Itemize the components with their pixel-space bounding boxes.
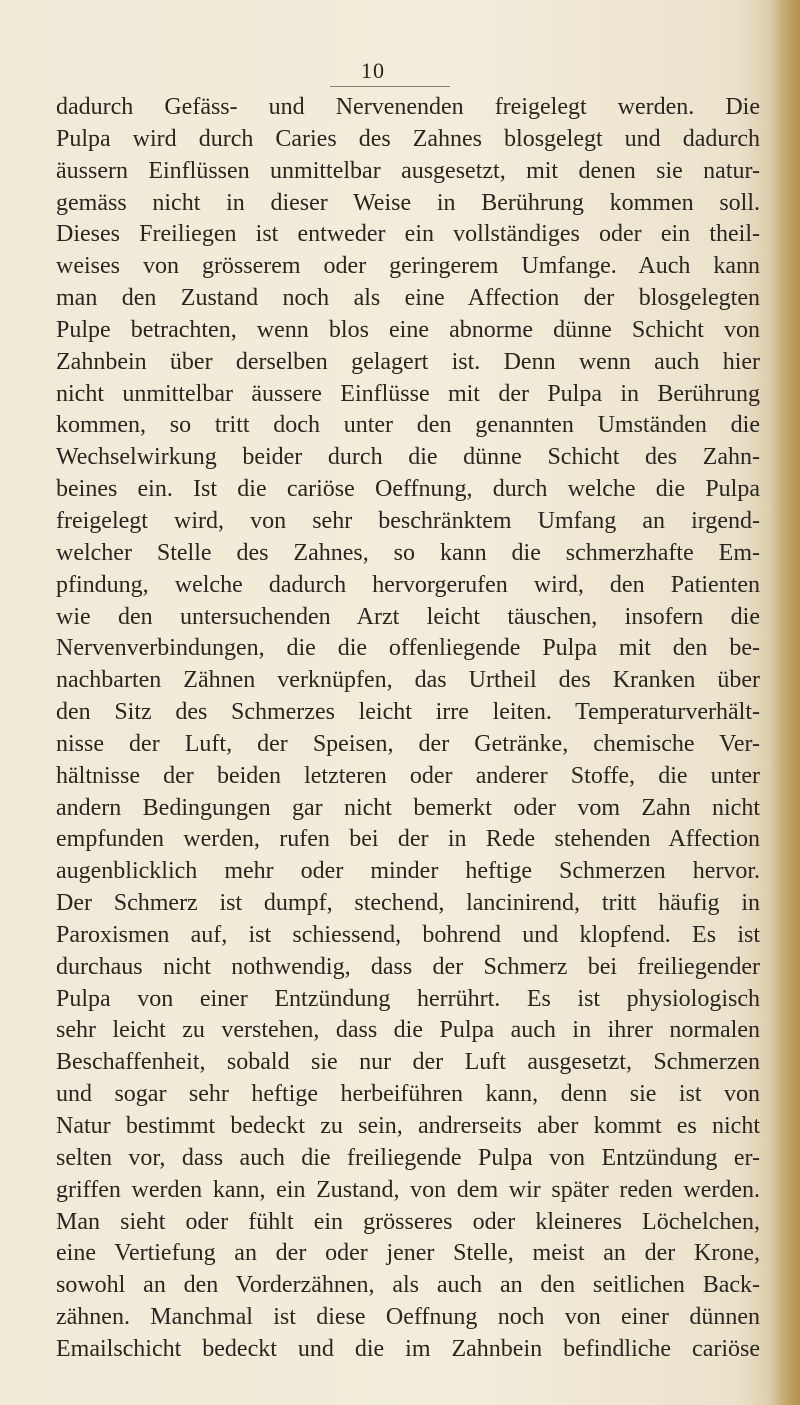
body-text — [56, 92, 760, 1366]
text-line: Zahnbein über derselben gelagert ist. Denn wenn auch hier — [56, 348, 760, 375]
text-line: den Sitz des Schmerzes leicht irre leiten. Temperaturverhält- — [56, 699, 760, 726]
text-line: Pulpe betrachten, wenn blos eine abnorme dünne Schicht von — [56, 316, 760, 343]
text-line: pfindung, welche dadurch hervorgerufen wird, den Patienten — [56, 571, 760, 598]
text-line: nicht unmittelbar äussere Einflüsse mit der Pulpa in Berührung — [56, 380, 760, 407]
text-line: weises von grösserem oder geringerem Umfange. Auch kann — [56, 253, 760, 280]
text-line: Natur bestimmt bedeckt zu sein, andrerseits aber kommt es nicht — [56, 1113, 760, 1139]
text-line: äussern Einflüssen unmittelbar ausgesetzt, mit denen sie natur- — [56, 157, 760, 184]
text-line: Paroxismen auf, ist schiessend, bohrend und klopfend. Es ist — [56, 921, 760, 948]
text-line: zähnen. Manchmal ist diese Oeffnung noch von einer dünnen — [56, 1304, 760, 1331]
text-line: andern Bedingungen gar nicht bemerkt oder vom Zahn nicht — [56, 794, 760, 821]
text-line: Emailschicht bedeckt und die im Zahnbein befindliche cariöse — [56, 1335, 760, 1362]
text-line: nisse der Luft, der Speisen, der Getränke, chemische Ver- — [56, 730, 760, 757]
text-line: nachbarten Zähnen verknüpfen, das Urtheil des Kranken über — [56, 667, 760, 694]
text-line: freigelegt wird, von sehr beschränktem Umfang an irgend- — [56, 507, 760, 534]
text-line: augenblicklich mehr oder minder heftige Schmerzen hervor. — [56, 858, 760, 885]
text-line: dadurch Gefäss- und Nervenenden freigelegt werden. Die — [56, 94, 760, 120]
text-line: sehr leicht zu verstehen, dass die Pulpa auch in ihrer normalen — [56, 1017, 760, 1044]
page-edge-shadow — [770, 0, 800, 1405]
text-line: wie den untersuchenden Arzt leicht täuschen, insofern die — [56, 603, 760, 630]
text-line: und sogar sehr heftige herbeiführen kann, denn sie ist von — [56, 1081, 760, 1108]
text-line: empfunden werden, rufen bei der in Rede stehenden Affection — [56, 826, 760, 853]
text-line: Man sieht oder fühlt ein grösseres oder kleineres Löchelchen, — [56, 1208, 760, 1235]
text-line: Pulpa wird durch Caries des Zahnes blosgelegt und dadurch — [56, 125, 760, 152]
text-line: hältnisse der beiden letzteren oder anderer Stoffe, die unter — [56, 762, 760, 789]
text-line: Beschaffenheit, sobald sie nur der Luft ausgesetzt, Schmerzen — [56, 1049, 760, 1076]
text-line: gemäss nicht in dieser Weise in Berührung kommen soll. — [56, 189, 760, 216]
text-line: man den Zustand noch als eine Affection der blosgelegten — [56, 285, 760, 312]
text-line: Dieses Freiliegen ist entweder ein vollständiges oder ein theil- — [56, 221, 760, 248]
text-line: beines ein. Ist die cariöse Oeffnung, durch welche die Pulpa — [56, 476, 760, 503]
text-line: durchaus nicht nothwendig, dass der Schmerz bei freiliegender — [56, 953, 760, 980]
text-line: griffen werden kann, ein Zustand, von dem wir später reden werden. — [56, 1176, 760, 1203]
text-line: selten vor, dass auch die freiliegende Pulpa von Entzündung er- — [56, 1144, 760, 1171]
page-number-rule — [330, 86, 450, 87]
text-line: sowohl an den Vorderzähnen, als auch an den seitlichen Back- — [56, 1272, 760, 1299]
text-line: Pulpa von einer Entzündung herrührt. Es ist physiologisch — [56, 985, 760, 1012]
text-line: kommen, so tritt doch unter den genannten Umständen die — [56, 412, 760, 439]
text-line: eine Vertiefung an der oder jener Stelle, meist an der Krone, — [56, 1240, 760, 1267]
text-line: Nervenverbindungen, die die offenliegende Pulpa mit den be- — [56, 635, 760, 662]
text-line: welcher Stelle des Zahnes, so kann die schmerzhafte Em- — [56, 539, 760, 566]
text-line: Wechselwirkung beider durch die dünne Schicht des Zahn- — [56, 444, 760, 471]
page-number: 10 — [361, 58, 385, 83]
text-line: Der Schmerz ist dumpf, stechend, lancinirend, tritt häufig in — [56, 890, 760, 917]
